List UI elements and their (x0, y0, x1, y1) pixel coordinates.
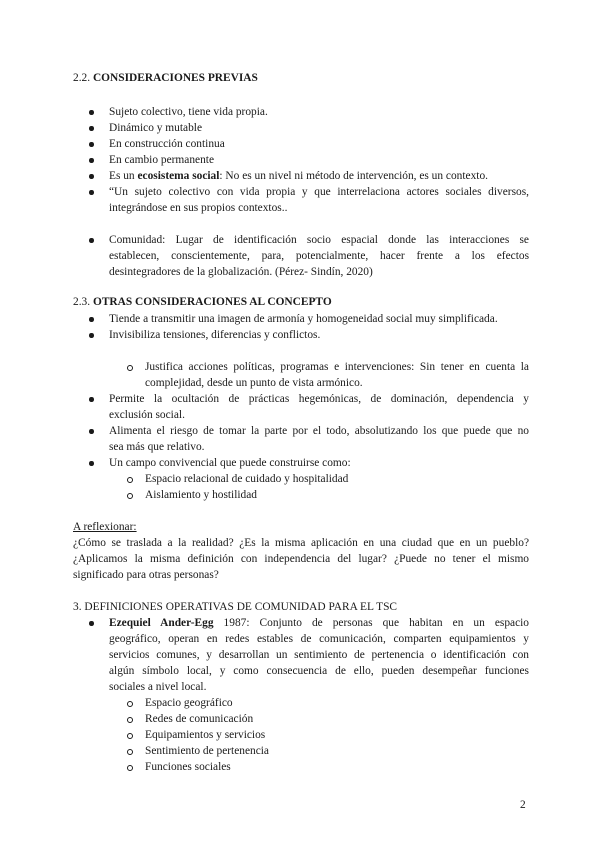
section-2-2-heading (73, 70, 258, 86)
list-item: Equipamientos y servicios (145, 727, 529, 743)
section-title: CONSIDERACIONES PREVIAS (92, 72, 258, 84)
list-item: Permite la ocultación de prácticas hegemónicas, de dominación, dependencia y exclusión social. (109, 391, 529, 423)
list-item: En cambio permanente (109, 152, 529, 168)
bullet-icon (89, 397, 94, 402)
bullet-icon (89, 461, 94, 466)
bullet-icon (89, 126, 94, 131)
bullet-icon (89, 174, 94, 179)
bullet-icon (89, 158, 94, 163)
bullet-icon (89, 429, 94, 434)
list-item: Espacio relacional de cuidado y hospitalidad (145, 471, 529, 487)
list-item: Aislamiento y hostilidad (145, 487, 529, 503)
circle-bullet-icon (127, 365, 133, 371)
list-item: En construcción continua (109, 136, 529, 152)
list-item: Un campo convivencial que puede construirse como: (109, 455, 529, 471)
circle-bullet-icon (127, 701, 133, 707)
circle-bullet-icon (127, 717, 133, 723)
circle-bullet-icon (127, 733, 133, 739)
comunidad-list (109, 232, 529, 280)
list-item: Funciones sociales (145, 759, 529, 775)
bullet-icon (89, 110, 94, 115)
section-number: 2.3. (73, 296, 91, 308)
circle-bullet-icon (127, 477, 133, 483)
list-item: Dinámico y mutable (109, 120, 529, 136)
list-item: Sentimiento de pertenencia (145, 743, 529, 759)
section-title: OTRAS CONSIDERACIONES AL CONCEPTO (92, 296, 332, 308)
list-item: Es un ecosistema social: No es un nivel ni método de intervención, es un contexto. (109, 168, 529, 184)
list-item: Alimenta el riesgo de tomar la parte por el todo, absolutizando los que puede que no sea más que relativo. (109, 423, 529, 455)
circle-bullet-icon (127, 749, 133, 755)
section-2-3-sublist-a (145, 359, 529, 391)
page-number: 2 (520, 799, 526, 811)
section-3-sublist (145, 695, 529, 775)
bullet-icon (89, 333, 94, 338)
section-2-3-sublist-b (145, 471, 529, 503)
section-2-3-list-b (109, 391, 529, 471)
reflexionar-block: A reflexionar: ¿Cómo se traslada a la realidad? ¿Es la misma aplicación en una ciudad que en un pueblo? ¿Aplicamos la misma definición con independencia del lugar? ¿Puede no tener el mismo significado para otras personas? (73, 521, 529, 581)
list-item: Invisibiliza tensiones, diferencias y conflictos. (109, 327, 529, 343)
bullet-icon (89, 190, 94, 195)
section-2-3-heading (73, 294, 332, 310)
section-3-heading: 3. DEFINICIONES OPERATIVAS DE COMUNIDAD PARA EL TSC (73, 601, 398, 613)
circle-bullet-icon (127, 765, 133, 771)
author-name: Ezequiel Ander-Egg (109, 617, 214, 629)
bullet-icon (89, 142, 94, 147)
list-item: Espacio geográfico (145, 695, 529, 711)
section-3-list (109, 615, 529, 695)
list-item: Justifica acciones políticas, programas e intervenciones: Sin tener en cuenta la complejidad, desde un punto de vista armónico. (145, 359, 529, 391)
list-item: Tiende a transmitir una imagen de armonía y homogeneidad social muy simplificada. (109, 311, 529, 327)
list-item: “Un sujeto colectivo con vida propia y que interrelaciona actores sociales diversos, integrándose en sus propios contextos.. (109, 184, 529, 216)
reflexionar-label: A reflexionar: (73, 521, 137, 533)
list-item: Comunidad: Lugar de identificación socio espacial donde las interacciones se establecen, conscientemente, para, potencialmente, hacer frente a los efectos desintegradores de la globalización. (Pérez- Sindín, 2020) (109, 232, 529, 280)
bullet-icon (89, 621, 94, 626)
bullet-icon (89, 317, 94, 322)
bullet-icon (89, 238, 94, 243)
circle-bullet-icon (127, 493, 133, 499)
section-2-2-list (109, 104, 529, 216)
list-item: Ezequiel Ander-Egg 1987: Conjunto de personas que habitan en un espacio geográfico, operan en redes estables de comunicación, comparten equipamientos y servicios comunes, y desarrollan un sentimiento de pertenencia o identificación con algún símbolo local, y como consecuencia de ello, pueden desempeñar funciones sociales a nivel local. (109, 615, 529, 695)
ecosistema-term: ecosistema social (137, 170, 220, 182)
section-2-3-list-a (109, 311, 529, 343)
section-number: 2.2. (73, 72, 91, 84)
list-item: Redes de comunicación (145, 711, 529, 727)
list-item: Sujeto colectivo, tiene vida propia. (109, 104, 529, 120)
